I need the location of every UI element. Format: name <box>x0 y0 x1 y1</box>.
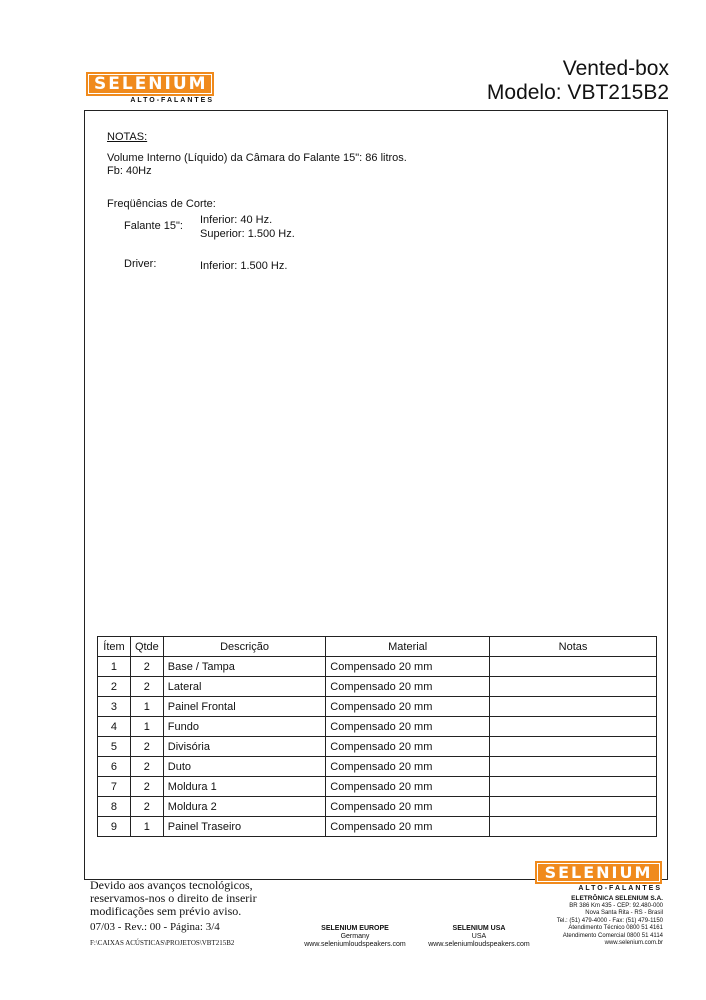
logo-tagline: ALTO-FALANTES <box>578 885 662 892</box>
notes-heading: NOTAS: <box>107 131 148 143</box>
speaker-label: Falante 15": <box>124 220 183 232</box>
cell-description: Painel Frontal <box>163 697 325 717</box>
office-europe-name: SELENIUM EUROPE <box>321 925 389 932</box>
table-row <box>98 757 657 777</box>
header-qty: Qtde <box>130 637 163 657</box>
cell-item: 1 <box>98 657 131 677</box>
cell-material: Compensado 20 mm <box>326 717 490 737</box>
company-tech-support: Atendimento Técnico 0800 51 4161 <box>568 925 663 931</box>
office-europe-country: Germany <box>340 933 370 940</box>
table-row <box>98 777 657 797</box>
cell-qty: 2 <box>130 797 163 817</box>
office-usa <box>418 925 540 949</box>
cell-notes <box>490 697 657 717</box>
cell-qty: 2 <box>130 737 163 757</box>
cell-qty: 2 <box>130 757 163 777</box>
cell-notes <box>490 797 657 817</box>
table-row <box>98 677 657 697</box>
table-row <box>98 817 657 837</box>
model-title: Modelo: VBT215B2 <box>486 81 669 104</box>
document-type: Vented-box <box>562 57 669 80</box>
cell-description: Moldura 1 <box>163 777 325 797</box>
cell-item: 5 <box>98 737 131 757</box>
header-notes: Notas <box>490 637 657 657</box>
logo-tagline: ALTO-FALANTES <box>130 97 214 104</box>
header-material: Material <box>326 637 490 657</box>
office-europe-site: www.seleniumloudspeakers.com <box>304 941 406 948</box>
cell-notes <box>490 817 657 837</box>
cell-notes <box>490 737 657 757</box>
table-row <box>98 737 657 757</box>
cell-notes <box>490 757 657 777</box>
cell-material: Compensado 20 mm <box>326 737 490 757</box>
cell-qty: 2 <box>130 657 163 677</box>
crossover-heading: Freqüências de Corte: <box>107 198 216 210</box>
header-item: Ítem <box>98 637 131 657</box>
company-phone: Tel.: (51) 479-4000 - Fax: (51) 479-1150 <box>556 917 663 924</box>
cell-description: Lateral <box>163 677 325 697</box>
parts-table <box>97 636 657 837</box>
disclaimer-line: reservamos-nos o direito de inserir <box>90 891 257 905</box>
cell-item: 8 <box>98 797 131 817</box>
cell-item: 6 <box>98 757 131 777</box>
disclaimer-line: modificações sem prévio aviso. <box>90 904 242 918</box>
company-name: ELETRÔNICA SELENIUM S.A. <box>571 895 663 902</box>
cell-description: Moldura 2 <box>163 797 325 817</box>
cell-item: 4 <box>98 717 131 737</box>
cell-qty: 2 <box>130 777 163 797</box>
cell-item: 3 <box>98 697 131 717</box>
selenium-logo <box>86 72 214 104</box>
cell-description: Divisória <box>163 737 325 757</box>
cell-material: Compensado 20 mm <box>326 697 490 717</box>
table-row <box>98 697 657 717</box>
driver-label: Driver: <box>124 258 157 270</box>
disclaimer-line: Devido aos avanços tecnológicos, <box>90 878 253 892</box>
office-usa-site: www.seleniumloudspeakers.com <box>428 941 530 948</box>
selenium-logo-footer <box>535 861 662 892</box>
company-website: www.selenium.com.br <box>604 940 663 946</box>
cell-description: Fundo <box>163 717 325 737</box>
table-row <box>98 797 657 817</box>
table-header-row <box>98 637 657 657</box>
logo-wordmark: SELENIUM <box>86 72 214 96</box>
cell-notes <box>490 777 657 797</box>
revision-info: 07/03 - Rev.: 00 - Página: 3/4 <box>90 921 220 933</box>
cell-notes <box>490 677 657 697</box>
cell-description: Duto <box>163 757 325 777</box>
notes-fb: Fb: 40Hz <box>107 165 152 177</box>
office-usa-name: SELENIUM USA <box>452 925 506 932</box>
cell-qty: 1 <box>130 697 163 717</box>
file-path: F:\CAIXAS ACÚSTICAS\PROJETOS\VBT215B2 <box>90 939 235 947</box>
header-description: Descrição <box>163 637 325 657</box>
table-row <box>98 717 657 737</box>
logo-wordmark: SELENIUM <box>535 861 662 884</box>
cell-material: Compensado 20 mm <box>326 777 490 797</box>
cell-item: 7 <box>98 777 131 797</box>
cell-material: Compensado 20 mm <box>326 817 490 837</box>
speaker-upper: Superior: 1.500 Hz. <box>200 228 295 240</box>
company-address: BR 386 Km 435 - CEP: 92.480-000 <box>569 902 663 909</box>
office-europe <box>294 925 416 949</box>
disclaimer <box>90 879 257 918</box>
company-city: Nova Santa Rita - RS - Brasil <box>585 910 663 916</box>
cell-item: 9 <box>98 817 131 837</box>
cell-notes <box>490 717 657 737</box>
cell-qty: 1 <box>130 717 163 737</box>
cell-material: Compensado 20 mm <box>326 757 490 777</box>
driver-lower: Inferior: 1.500 Hz. <box>200 260 288 272</box>
company-info <box>557 895 663 948</box>
cell-qty: 1 <box>130 817 163 837</box>
cell-description: Base / Tampa <box>163 657 325 677</box>
cell-item: 2 <box>98 677 131 697</box>
cell-material: Compensado 20 mm <box>326 677 490 697</box>
office-usa-country: USA <box>471 933 487 940</box>
speaker-lower: Inferior: 40 Hz. <box>200 214 273 226</box>
cell-material: Compensado 20 mm <box>326 797 490 817</box>
company-sales: Atendimento Comercial 0800 51 4114 <box>562 932 663 939</box>
cell-notes <box>490 657 657 677</box>
cell-qty: 2 <box>130 677 163 697</box>
cell-description: Painel Traseiro <box>163 817 325 837</box>
notes-volume: Volume Interno (Líquido) da Câmara do Falante 15": 86 litros. <box>107 152 407 164</box>
table-row <box>98 657 657 677</box>
cell-material: Compensado 20 mm <box>326 657 490 677</box>
